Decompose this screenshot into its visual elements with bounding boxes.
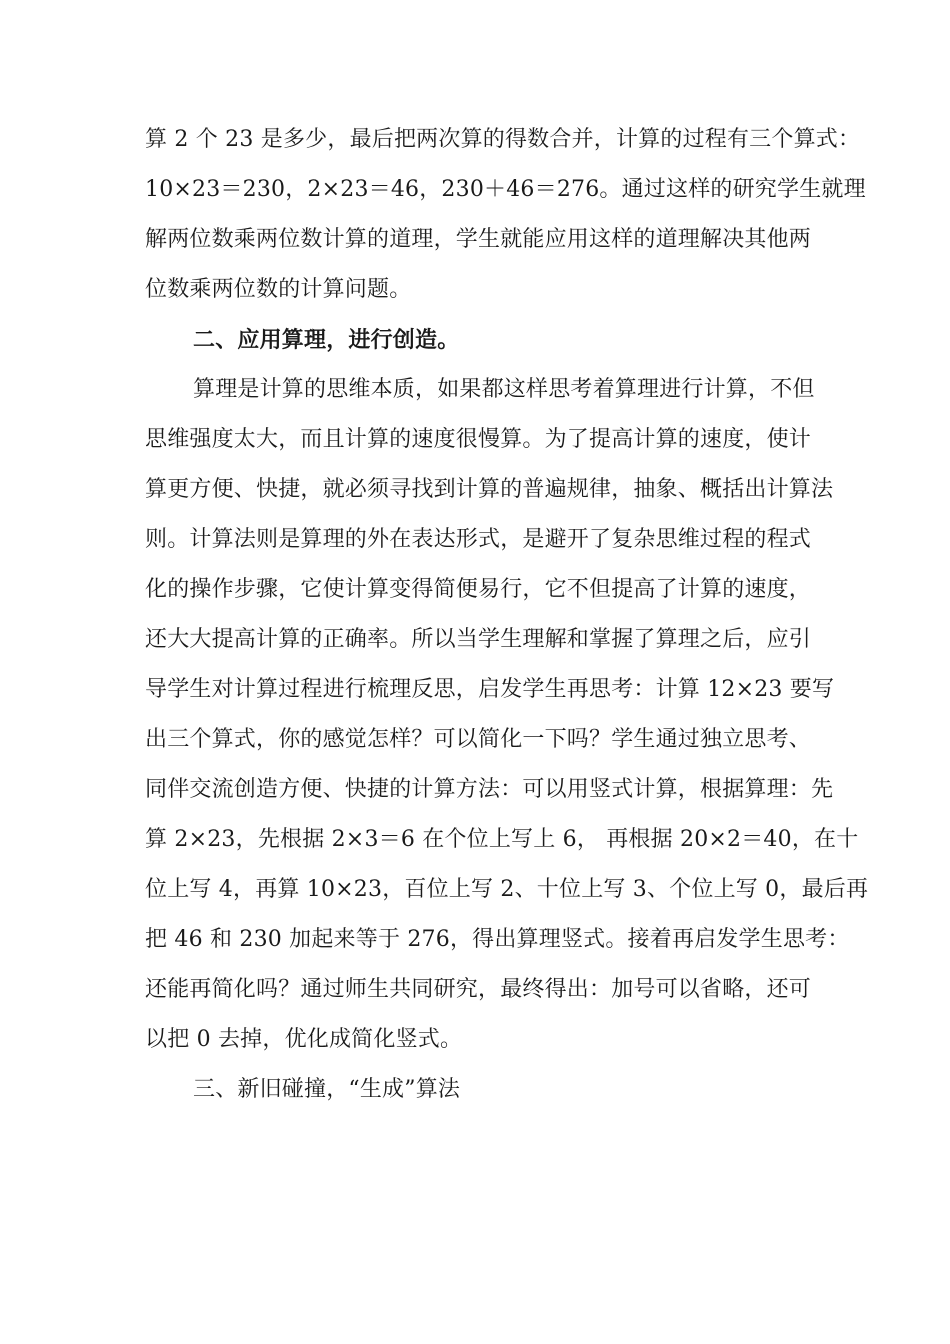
- paragraph-calculation-rules: [145, 365, 869, 1065]
- text-line: 则。计算法则是算理的外在表达形式，是避开了复杂思维过程的程式: [145, 527, 812, 552]
- text-line: 把 46 和 230 加起来等于 276，得出算理竖式。接着再启发学生思考：: [145, 927, 850, 952]
- text-line: 算理是计算的思维本质，如果都这样思考着算理进行计算，不但: [193, 377, 815, 402]
- text-line: 算更方便、快捷，就必须寻找到计算的普遍规律，抽象、概括出计算法: [145, 477, 834, 502]
- text-line: 化的操作步骤，它使计算变得简便易行，它不但提高了计算的速度，: [145, 577, 812, 602]
- text-line: 还大大提高计算的正确率。所以当学生理解和掌握了算理之后，应引: [145, 627, 812, 652]
- paragraph-multiplication-process: [145, 115, 866, 315]
- text-line: 10×23＝230，2×23＝46，230＋46＝276。通过这样的研究学生就理: [145, 177, 866, 202]
- text-line: 同伴交流创造方便、快捷的计算方法：可以用竖式计算，根据算理：先: [145, 777, 834, 802]
- text-line: 还能再简化吗？通过师生共同研究，最终得出：加号可以省略，还可: [145, 977, 812, 1002]
- text-line: 以把 0 去掉，优化成简化竖式。: [145, 1027, 463, 1052]
- heading-text: 三、新旧碰撞，“生成”算法: [193, 1077, 461, 1102]
- text-line: 导学生对计算过程进行梳理反思，启发学生再思考：计算 12×23 要写: [145, 677, 835, 702]
- text-line: 思维强度太大，而且计算的速度很慢算。为了提高计算的速度，使计: [145, 427, 812, 452]
- text-line: 算 2×23，先根据 2×3＝6 在个位上写上 6， 再根据 20×2＝40，在十: [145, 827, 859, 852]
- text-line: 算 2 个 23 是多少，最后把两次算的得数合并，计算的过程有三个算式：: [145, 127, 861, 152]
- document-page: [145, 115, 869, 1115]
- section-heading-2: [145, 315, 810, 365]
- heading-text: 二、应用算理，进行创造。: [193, 327, 460, 353]
- text-line: 出三个算式，你的感觉怎样？可以简化一下吗？学生通过独立思考、: [145, 727, 812, 752]
- text-line: 解两位数乘两位数计算的道理，学生就能应用这样的道理解决其他两: [145, 227, 812, 252]
- text-line: 位数乘两位数的计算问题。: [145, 277, 412, 302]
- section-heading-3: [145, 1065, 810, 1115]
- text-line: 位上写 4，再算 10×23，百位上写 2、十位上写 3、个位上写 0，最后再: [145, 877, 869, 902]
